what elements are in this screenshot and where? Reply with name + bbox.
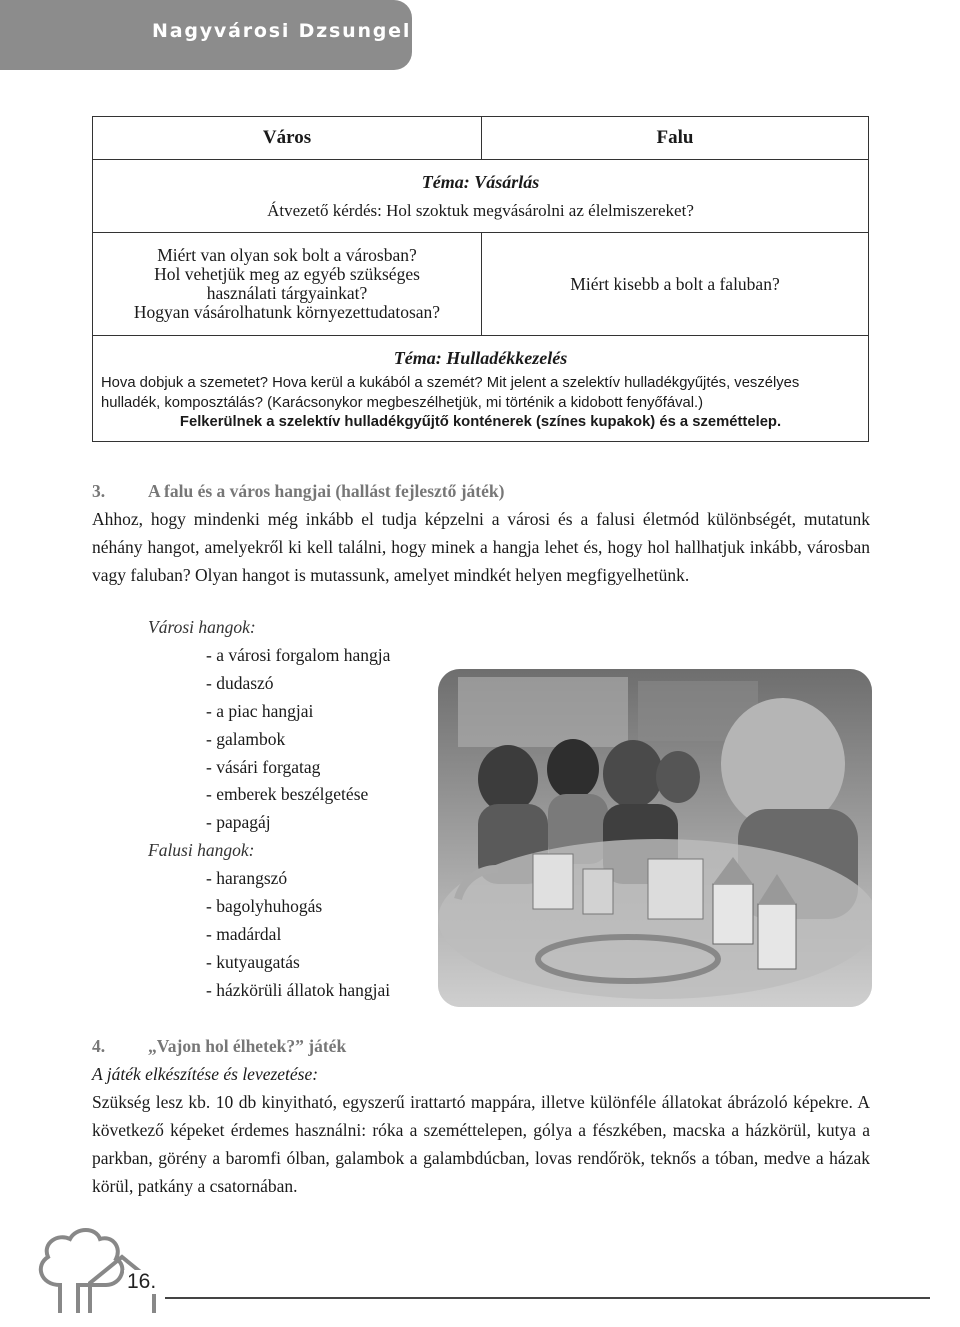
footer-rule (165, 1297, 930, 1299)
city-question: Miért van olyan sok bolt a városban? (157, 245, 417, 265)
list-item: - dudaszó (206, 672, 274, 693)
list-item: - galambok (206, 728, 286, 749)
section-4-number: 4. (92, 1036, 106, 1056)
village-question: Miért kisebb a bolt a faluban? (482, 233, 869, 336)
transition-question: Átvezető kérdés: Hol szoktuk megvásárolni az élelmiszereket? (267, 200, 694, 220)
list-item: - kutyaugatás (206, 951, 300, 972)
list-item: - házkörüli állatok hangjai (206, 979, 391, 1000)
section-3-text: Ahhoz, hogy mindenki még inkább el tudja képzelni a városi és a falusi életmód különbségét, mutatunk néhány hangot, amelyekről ki kell találni, hogy minek a hangja lehet és, hogy hol hallhatjuk inkább, városban vagy faluban? Olyan hangot is mutassunk, amelyet mindkét helyen megfigyelhetünk. (92, 509, 870, 585)
chapter-header (0, 0, 412, 70)
section-3-number: 3. (92, 481, 106, 501)
section-4-text: Szükség lesz kb. 10 db kinyitható, egyszerű irattartó mappára, illetve különféle állatokat ábrázoló képekre. A következő képeket érdemes használni: róka a szeméttelepen, gólya a fészkében, macska a házkörül, kutya a parkban, görény a baromfi ólban, galambok a galambdúcban, lovas rendőrök, teknős a tóban, medve a házak körül, patkány a csatornában. (92, 1092, 870, 1196)
section-3-heading (92, 477, 870, 505)
list-item: - emberek beszélgetése (206, 784, 369, 805)
section-3 (92, 477, 870, 589)
children-playing-photo (438, 669, 872, 1007)
list-item: - madárdal (206, 923, 282, 944)
section-3-title: A falu és a város hangjai (hallást fejlesztő játék) (148, 481, 505, 501)
shopping-topic-row (93, 160, 869, 233)
section-4-subtitle: A játék elkészítése és levezetése: (92, 1064, 319, 1084)
waste-topic-row (93, 336, 869, 442)
list-item: - a piac hangjai (206, 700, 314, 721)
waste-bold-line: Felkerülnek a szelektív hulladékgyűjtő konténerek (színes kupakok) és a szeméttelep. (179, 414, 782, 430)
waste-text-line: Hova dobjuk a szemetet? Hova kerül a kukából a szemét? Mit jelent a szelektív hulladékgyűjtés, veszélyes (101, 375, 800, 391)
list-item: - papagáj (206, 812, 271, 833)
list-item: - bagolyhuhogás (206, 896, 323, 917)
city-question: Hol vehetjük meg az egyéb szükséges (154, 264, 420, 284)
photo-illustration (438, 669, 872, 1007)
page-number: 16. (124, 1270, 159, 1294)
section-4-title: „Vajon hol élhetek?” játék (148, 1036, 347, 1056)
village-sounds-label: Falusi hangok: (148, 840, 255, 861)
list-item: - a városi forgalom hangja (206, 644, 391, 665)
list-item: - vásári forgatag (206, 756, 321, 777)
city-question: használati tárgyainkat? (206, 283, 368, 303)
city-questions (93, 233, 482, 336)
section-4-heading (92, 1032, 870, 1060)
waste-text-line: hulladék, komposztálás? (Karácsonykor megbeszélhetjük, mi történik a kidobott fenyőfával.) (101, 394, 704, 411)
col-header-village: Falu (482, 117, 869, 160)
topic-waste: Téma: Hulladékkezelés (393, 347, 568, 368)
topic-table (92, 116, 869, 442)
col-header-city: Város (93, 117, 482, 160)
city-sounds-label: Városi hangok: (148, 617, 256, 637)
section-4 (92, 1032, 870, 1200)
city-question: Hogyan vásárolhatunk környezettudatosan? (133, 302, 441, 322)
sounds-list (148, 614, 390, 1005)
topic-shopping: Téma: Vásárlás (421, 171, 540, 192)
chapter-title: Nagyvárosi Dzsungel (152, 20, 412, 42)
list-item: - harangszó (206, 868, 288, 889)
